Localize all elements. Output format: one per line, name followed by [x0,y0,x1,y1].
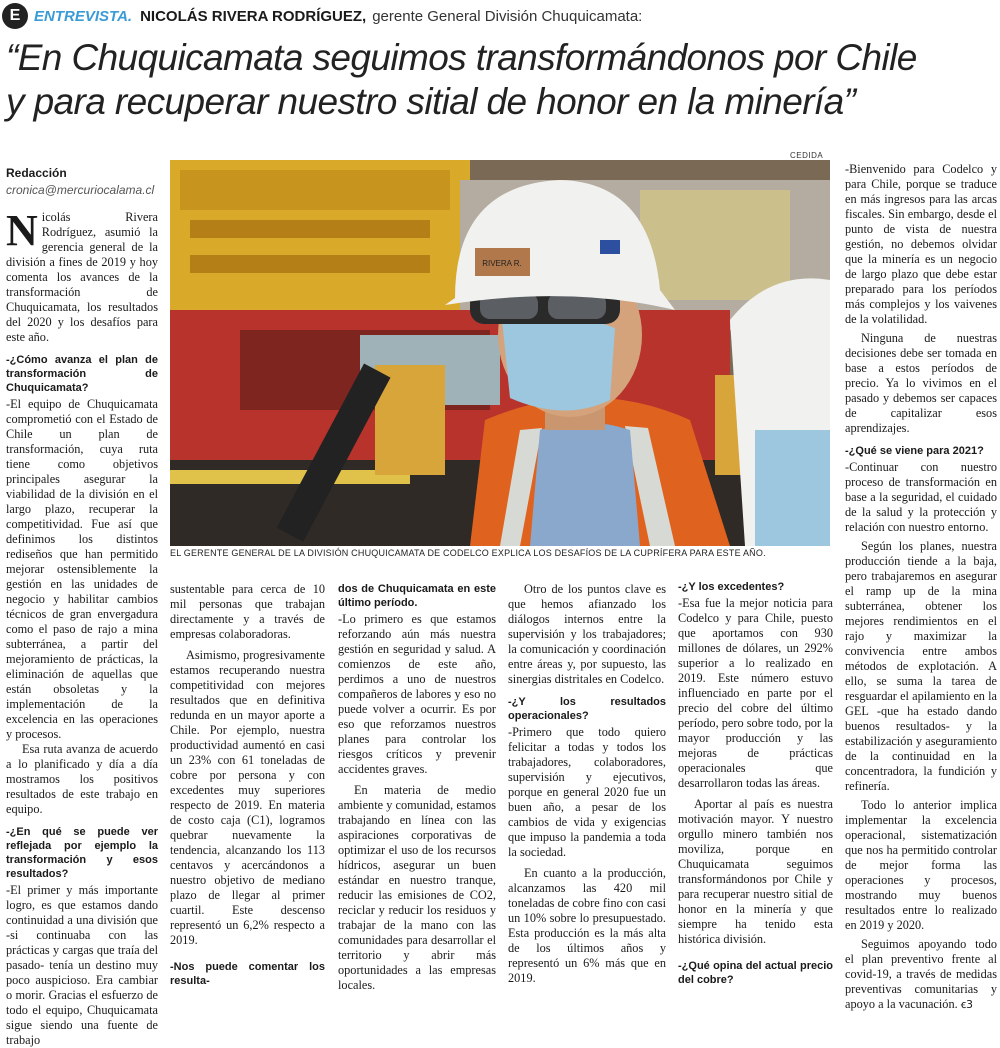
answer-paragraph: -Lo primero es que estamos reforzando aún más nuestra gestión en seguridad y salud. A comienzos de este año, perdimos a uno de nuestros compañeros de labores y eso no puede volver a ocurrir. Es por eso que reforzamos nuestros planes para controlar los riesgos críticos y prevenir accidentes graves. [338,612,496,776]
interviewee-role: gerente General División Chuquicamata: [372,7,643,25]
section-badge: E [2,3,28,29]
answer-paragraph: -El primer y más importante logro, es que estamos dando continuidad a una división que -si continuaba con las prácticas y cargas que traía del pasado- tenía un destino muy poco auspicioso. Era cambiar o morir. Gracias el esfuerzo de todo el equipo, Chuquicamata sigue siendo una fuente de trabajo [6,883,158,1047]
headline-line-1: “En Chuquicamata seguimos transformándonos por Chile [6,37,917,78]
question-1: -¿Cómo avanza el plan de transformación de Chuquicamata? [6,354,158,394]
headline-line-2: y para recuperar nuestro sitial de honor en la minería” [6,81,856,122]
question-2: -¿En qué se puede ver reflejada por ejemplo la transformación y esos resultados? [6,826,158,880]
closing-paragraph [845,937,997,1012]
answer-paragraph: En cuanto a la producción, alcanzamos las 420 mil toneladas de cobre fino con casi un 10% sobre lo presupuestado. Esta producción es la más alta de los últimos años y representó un 6% más que en 2019. [508,866,666,985]
photo-credit: CEDIDA [790,151,824,160]
answer-paragraph: -Primero que todo quiero felicitar a todas y todos los trabajadores, colaboradores, supervisión y ejecutivos, porque en general 2020 fue un buen año, a pesar de los cambios de vida y exigencias que impuso la pandemia a toda la sociedad. [508,725,666,859]
lead-paragraph [6,206,158,345]
answer-paragraph: Todo lo anterior implica implementar la excelencia operacional, sistematización que nos ha permitido controlar de mejor forma las operaciones y procesos, mostrando muy buenos resultados entre lo realizado en 2019 y 2020. [845,798,997,932]
question-7: -¿Qué se viene para 2021? [845,445,984,457]
answer-paragraph: -Continuar con nuestro proceso de transformación en base a la seguridad, el cuidado de la salud y la protección y relación con nuestro entorno. [845,460,997,534]
question-6: -¿Qué opina del actual precio del cobre? [678,960,833,986]
question-5: -¿Y los excedentes? [678,581,785,593]
byline [6,166,154,197]
end-mark-icon: ꞓ3 [960,998,974,1011]
headline [6,36,996,124]
answer-paragraph: -El equipo de Chuquicamata comprometió con el Estado de Chile un plan de transformación, cuya ruta tiene como objetivos principales asegurar la viabilidad de la división en el largo plazo, recuperar la competitividad. Fue así que definimos los distintos rediseños que han permitido mejorar ostensiblemente la gestión en las unidades de negocio y habilitar cambios técnicos de gran envergadura como el paso de rajo a mina subterránea, a partir del mejoramiento de prácticas, la eliminación de aquellas que están obsoletas y la implementación de la excelencia en las operaciones y procesos. [6,397,158,741]
byline-email[interactable]: cronica@mercuriocalama.cl [6,183,155,197]
byline-author: Redacción [6,166,67,180]
column-6 [845,162,997,1012]
answer-paragraph: Aportar al país es nuestra motivación mayor. Y nuestro orgullo minero también nos moviliza, porque en Chuquicamata seguimos transformándonos por Chile y para recuperar nuestro sitial de honor en la minería y que siempre ha tenido esta histórica división. [678,797,833,946]
answer-paragraph: Otro de los puntos clave es que hemos afianzado los diálogos internos entre la supervisión y los trabajadores; la comunicación y coordinación entre áreas y, por supuesto, las sinergias distritales en Codelco. [508,582,666,686]
question-4: -¿Y los resultados operacionales? [508,696,666,722]
section-header [0,2,1000,30]
photo-caption: EL GERENTE GENERAL DE LA DIVISIÓN CHUQUICAMATA DE CODELCO EXPLICA LOS DESAFÍOS DE LA CUPRÍFERA PARA ESTE AÑO. [170,548,766,558]
question-3: -Nos puede comentar los resulta- [170,961,325,987]
question-3-continued: dos de Chuquicamata en este último período. [338,583,496,609]
answer-paragraph: En materia de medio ambiente y comunidad, estamos trabajando en línea con las aspiraciones corporativas de optimizar el uso de los recursos hídricos, asegurar un buen estándar en nuestro tranque, reducir las emisiones de CO2, reciclar y reducir los residuos y trabajar de la mano con las comunidades para desarrollar el territorio y abrir más oportunidades a las empresas locales. [338,783,496,992]
answer-paragraph: -Bienvenido para Codelco y para Chile, porque se traduce en más ingresos para las arcas fiscales. Sin embargo, desde el punto de vista de nuestra gestión, no debemos olvidar que la minería es un negocio de largo plazo que debe estar preparado para los períodos más complejos y los vaivenes de la volatilidad. [845,162,997,326]
photo-illustration [170,160,830,546]
helmet-label: RIVERA R. [482,259,522,268]
interviewee-name: NICOLÁS RIVERA RODRÍGUEZ, [140,7,367,25]
lead-text: icolás Rivera Rodríguez, asumió la gerencia general de la división a fines de 2019 y hoy comenta los avances de la transformación de Chuquicamata, los resultados del 2020 y los desafíos para este año. [6,210,158,344]
answer-paragraph: Ninguna de nuestras decisiones debe ser tomada en base a estos períodos de precio. Ya lo vivimos en el pasado y debemos ser capaces de capitalizar esos aprendizajes. [845,331,997,435]
article-photo [170,160,830,546]
column-1 [6,206,158,1048]
closing-text: Seguimos apoyando todo el plan preventivo frente al covid-19, a través de medidas preventivas comunitarias y apoyo a la vacunación. [845,937,997,1011]
column-4 [508,582,666,986]
answer-paragraph: sustentable para cerca de 10 mil personas que trabajan directamente y a través de empresas colaboradoras. [170,582,325,641]
answer-paragraph: -Esa fue la mejor noticia para Codelco y para Chile, puesto que aportamos con 930 millones de dólares, un 292% superior a lo realizado en 2019. Este número estuvo influenciado en parte por el precio del cobre del último período, pero sobre todo, por la mayor producción y las mejoras de prácticas operacionales que desarrollaron todas las áreas. [678,596,833,790]
answer-paragraph: Según los planes, nuestra producción tiende a la baja, pero trabajaremos en asegurar el ramp up de la mina subterránea, obtener los mejores rendimientos en el rajo y maximizar la convivencia entre ambos métodos de explotación. A ello, se suma la tarea de resguardar el apilamiento en la GEL -que ha estado dando buenos resultados- y la estabilización y aseguramiento de la continuidad en la concentradora, la fundición y refinería. [845,539,997,793]
answer-paragraph: Asimismo, progresivamente estamos recuperando nuestra competitividad con mejores resultados que en definitiva redunda en un mayor aporte a Chile. Por ejemplo, nuestra productividad aumentó en casi un 23% con 61 toneladas de cobre por persona y con excedentes muy superiores respecto de 2019. En materia de costo caja (C1), logramos quebrar nuevamente la tendencia, alcanzando los 113 centavos y acercándonos a nuestro objetivo de mediano plazo de llegar al primer cuartil. Este descenso representó un 6,2% respecto a 2019. [170,648,325,947]
column-2 [170,582,325,990]
column-5 [678,580,833,989]
answer-paragraph: Esa ruta avanza de acuerdo a lo planificado y día a día mostramos los positivos resultados de este trabajo en equipo. [6,742,158,816]
drop-cap: N [6,206,38,255]
column-3 [338,582,496,993]
section-label: ENTREVISTA. [34,7,133,25]
